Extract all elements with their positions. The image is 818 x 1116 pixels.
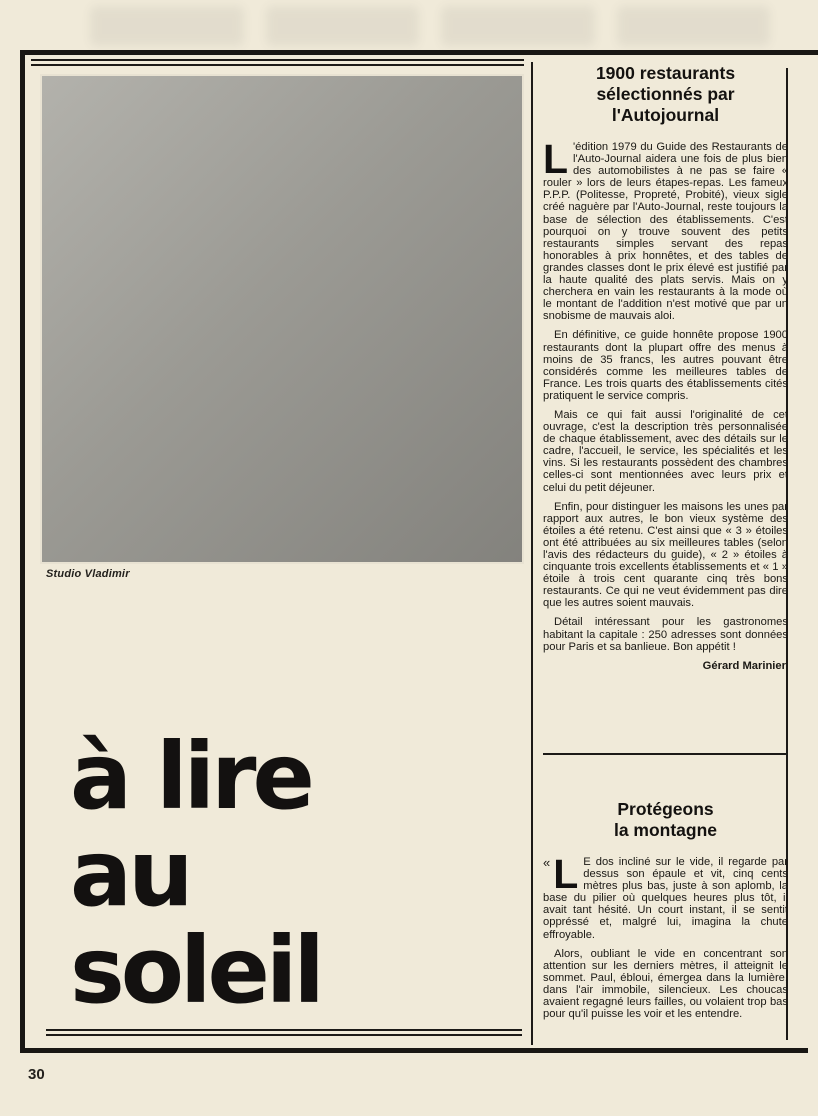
article1-byline: Gérard Marinier [702,659,786,672]
showthrough-blob [441,6,595,46]
section-headline [70,723,510,1024]
headline-line-3: soleil [70,917,321,1024]
article2-dropcap: L [553,851,579,897]
reverse-page-showthrough [90,6,770,46]
article-separator-rule [543,753,787,755]
page-number: 30 [28,1066,45,1083]
article1-body [543,136,788,679]
article1-paragraph-4: Enfin, pour distinguer les maisons les unes par rapport aux autres, le bon vieux système des étoiles a été retenu. C'est ainsi que « 3 » étoiles ont été attribuées au six meilleures tables (selon l'avis des rédacteurs du guide), « 2 » étoiles à cinquante trois excellents établissements et « 1 » étoile à trois cent quarante cinq très bons restaurants. Ce qui ne veut évidemment pas dire que les autres soient mauvais. [543,500,788,610]
article1-title-line-1: 1900 restaurants [595,63,736,83]
article1-paragraph-5: Détail intéressant pour les gastronomes habitant la capitale : 250 adresses sont données pour Paris et sa banlieue. Bon appétit ! [543,616,788,653]
article1-title [543,63,788,126]
column-divider-rule [531,62,533,1045]
article1-paragraph-1 [543,136,788,323]
showthrough-blob [90,6,244,46]
article1-title-line-2: sélectionnés par [596,84,735,104]
article1-dropcap: L [543,136,569,182]
article1-paragraph-3: Mais ce qui fait aussi l'originalité de cet ouvrage, c'est la description très personnalisée de chaque établissement, avec des détails sur le cadre, l'accueil, le service, les spécialités et les vins. Si les restaurants possèdent des chambres celles-ci sont mentionnées avec leurs prix et celui du petit déjeuner. [543,408,788,494]
article2-body [543,851,788,1027]
frame-bottom-rule [20,1048,808,1053]
left-column-top-double-rule [31,59,524,66]
article1-paragraph-2: En définitive, ce guide honnête propose 1900 restaurants dont la plupart offre des menus à moins de 35 francs, les autres pouvant être considérés comme les meilleures tables de France. Les trois quarts des établissements cités pratiquent le service compris. [543,329,788,402]
left-column-bottom-double-rule [46,1029,522,1036]
article1-title-line-3: l'Autojournal [611,105,720,125]
showthrough-blob [266,6,420,46]
frame-top-rule [20,50,818,55]
photo-credit: Studio Vladimir [46,568,130,580]
article2-title [543,799,788,841]
frame-left-rule [20,50,25,1053]
showthrough-blob [617,6,771,46]
article1-paragraph-1-text: 'édition 1979 du Guide des Restaurants de l'Auto-Journal aidera une fois de plus bien des automobilistes à ne pas se faire « rouler » lors de leurs étapes-repas. Les fameux P.P.P. (Politesse, Propreté, Probité), vieux sigle créé naguère par l'Auto-Journal, reste toujours la base de sélection des établissements. C'est pourquoi on y trouve souvent des petits restaurants simples servant des repas honorables à prix honnêtes, et des tables de grandes classes dont le prix élevé est justifié par la haute qualité des plats servis. Mais on y cherchera en vain les restaurants à la mode où le montant de l'addition n'est motivé que par un snobisme de mauvais aloi. [543,141,788,323]
article2-paragraph-1 [543,851,788,941]
article2-paragraph-2: Alors, oubliant le vide en concentrant son attention sur les derniers mètres, il atteignit le sommet. Paul, ébloui, émergea dans la lumière, dans l'air immobile, silencieux. Les choucas avaient regagné leurs failles, ou volaient trop bas pour qu'il puisse les voir et les entendre. [543,947,788,1021]
photo-placeholder [40,74,524,564]
article2-title-line-2: la montagne [613,820,718,840]
headline-line-1: à lire [70,723,311,830]
article2-open-quote: « [543,855,551,870]
article2-title-line-1: Protégeons [617,799,714,819]
headline-line-2: au [70,820,190,927]
article2-paragraph-1-text: E dos incliné sur le vide, il regarde par dessus son épaule et vit, cinq cents mètres plus bas, juste à son aplomb, la base du pilier où quelques heures plus tôt, il avait tant hésité. Un court instant, il se sentit oppréssé et, malgré lui, imagina la chute effroyable. [543,856,788,941]
